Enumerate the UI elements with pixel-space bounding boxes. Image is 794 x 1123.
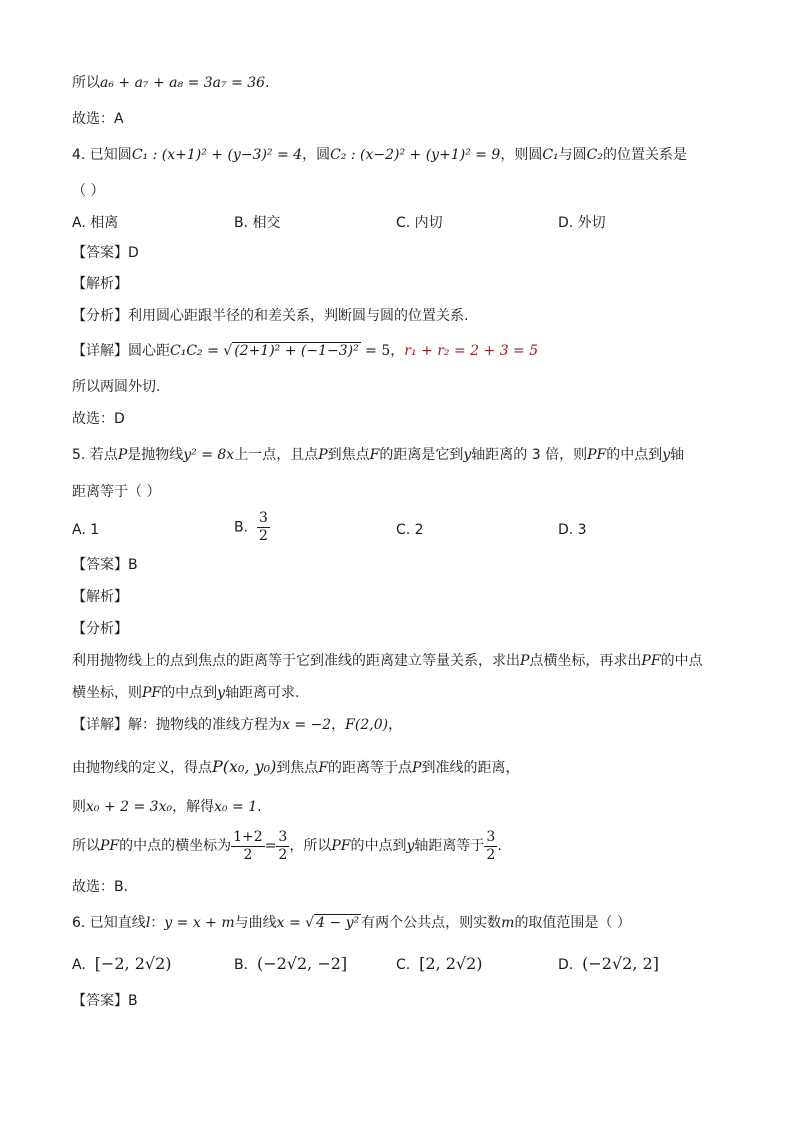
text: 的中点的横坐标为 bbox=[119, 838, 232, 854]
sqrt-radicand: 4 − y² bbox=[316, 915, 360, 931]
text: 横坐标，则 bbox=[72, 685, 142, 701]
text: 点横坐标，再求出 bbox=[529, 653, 642, 669]
math-circle-c1: C₁ : (x+1)² + (y−3)² = 4 bbox=[131, 147, 303, 163]
text: . bbox=[257, 799, 262, 815]
text: 的中点到 bbox=[606, 447, 663, 463]
q4-options bbox=[72, 212, 732, 234]
denominator: 2 bbox=[243, 846, 253, 863]
q5-xiangjie-line2 bbox=[72, 756, 519, 779]
math: P bbox=[520, 653, 530, 669]
text: 到准线的距离， bbox=[421, 760, 520, 776]
q5-choice: 故选：B. bbox=[72, 879, 129, 895]
text: 到焦点 bbox=[327, 447, 370, 463]
q4-option-d: D. 外切 bbox=[558, 215, 606, 231]
text: 的取值范围是（ ） bbox=[514, 915, 631, 931]
text: 与曲线 bbox=[234, 915, 277, 931]
text: C. bbox=[396, 957, 411, 973]
math: y = x + m bbox=[164, 915, 235, 931]
q5-fenxi-line2 bbox=[72, 682, 300, 704]
text: ： bbox=[150, 915, 165, 931]
math: PF bbox=[641, 653, 661, 669]
math: y bbox=[217, 685, 226, 701]
math: x = −2 bbox=[282, 717, 332, 733]
text: ，则圆 bbox=[500, 147, 543, 163]
text: 是抛物线 bbox=[127, 447, 184, 463]
math: (−2√2, −2] bbox=[256, 954, 348, 973]
math: y² = 8x bbox=[183, 447, 235, 463]
q4-option-b: B. 相交 bbox=[234, 215, 281, 231]
q6-answer: 【答案】B bbox=[72, 993, 138, 1009]
text: 轴距离可求. bbox=[225, 685, 300, 701]
math-sqrt: √ 4 − y² bbox=[305, 915, 360, 931]
q4-fenxi: 【分析】利用圆心距跟半径的和差关系，判断圆与圆的位置关系. bbox=[72, 308, 469, 324]
fraction bbox=[276, 829, 289, 864]
text: 所以 bbox=[72, 75, 100, 91]
math: F bbox=[318, 760, 329, 776]
math: y bbox=[406, 838, 415, 854]
text: 【详解】圆心距 bbox=[72, 343, 170, 359]
q6-option-c bbox=[396, 953, 483, 976]
math: x = bbox=[276, 915, 306, 931]
math: P bbox=[318, 447, 328, 463]
q5-option-a: A. 1 bbox=[72, 522, 100, 538]
math: PF bbox=[587, 447, 607, 463]
text: B. bbox=[234, 957, 249, 973]
math: PF bbox=[100, 838, 120, 854]
q6-option-a bbox=[72, 953, 171, 976]
denominator: 2 bbox=[258, 528, 268, 544]
text: . bbox=[497, 838, 502, 854]
sqrt-radicand: (2+1)² + (−1−3)² bbox=[234, 343, 359, 359]
q5-fenxi: 【分析】 bbox=[72, 621, 128, 637]
math: l bbox=[145, 915, 151, 931]
text: 的中点到 bbox=[161, 685, 218, 701]
math: C₁ bbox=[542, 147, 559, 163]
text: A. bbox=[72, 957, 86, 973]
math: = bbox=[264, 838, 277, 854]
numerator: 1+2 bbox=[233, 828, 263, 845]
math: PF bbox=[331, 838, 351, 854]
q4-jiexi: 【解析】 bbox=[72, 276, 128, 292]
math-expression: a₆ + a₇ + a₈ = 3a₇ = 36 bbox=[100, 75, 266, 91]
numerator: 3 bbox=[278, 828, 288, 845]
text: 5. 若点 bbox=[72, 447, 118, 463]
q5-jiexi: 【解析】 bbox=[72, 589, 128, 605]
text: . bbox=[265, 75, 270, 91]
text: 的距离是它到 bbox=[379, 447, 464, 463]
math: C₂ bbox=[586, 147, 603, 163]
text: 6. 已知直线 bbox=[72, 915, 146, 931]
math: (−2√2, 2] bbox=[582, 954, 659, 973]
math: F bbox=[369, 447, 380, 463]
text: 上一点，且点 bbox=[234, 447, 319, 463]
math-circle-c2: C₂ : (x−2)² + (y+1)² = 9 bbox=[330, 147, 501, 163]
math: P bbox=[412, 760, 422, 776]
q4-option-a: A. 相离 bbox=[72, 215, 119, 231]
text: D. bbox=[558, 957, 574, 973]
math-sqrt: √ (2+1)² + (−1−3)² bbox=[223, 343, 359, 359]
text: ， bbox=[390, 343, 405, 359]
q4-choice: 故选：D bbox=[72, 411, 125, 427]
text: 的位置关系是 bbox=[603, 147, 687, 163]
q5-options bbox=[72, 510, 732, 550]
math: [2, 2√2) bbox=[419, 954, 483, 973]
denominator: 2 bbox=[278, 846, 288, 863]
text: ， bbox=[388, 717, 403, 733]
text: 4. 已知圆 bbox=[72, 147, 132, 163]
text: 轴 bbox=[670, 447, 685, 463]
q4-stem-line bbox=[72, 144, 687, 166]
text: 的距离等于点 bbox=[328, 760, 413, 776]
q4-paren: （ ） bbox=[72, 183, 105, 199]
math: P(x₀, y₀) bbox=[212, 757, 277, 776]
text: 轴距离等于 bbox=[414, 838, 485, 854]
fraction bbox=[257, 510, 270, 545]
text: ，解得 bbox=[172, 799, 215, 815]
fraction bbox=[484, 829, 497, 864]
text: 到焦点 bbox=[276, 760, 319, 776]
math: y bbox=[662, 447, 671, 463]
text: 与圆 bbox=[558, 147, 587, 163]
q5-stem-line2: 距离等于（ ） bbox=[72, 484, 161, 500]
math: F(2,0) bbox=[345, 717, 389, 733]
math: [−2, 2√2) bbox=[94, 954, 172, 973]
math: y bbox=[463, 447, 472, 463]
math: = 5 bbox=[360, 343, 391, 359]
q5-stem-line1 bbox=[72, 444, 684, 466]
text: B. bbox=[234, 519, 249, 536]
text: ， bbox=[331, 717, 346, 733]
math: C₁C₂ = bbox=[170, 343, 224, 359]
q4-answer: 【答案】D bbox=[72, 245, 139, 261]
q5-fenxi-line1 bbox=[72, 650, 703, 672]
highlighted-radius-sum: r₁ + r₂ = 2 + 3 = 5 bbox=[404, 343, 539, 359]
q3-conclusion-line bbox=[72, 72, 270, 94]
q5-option-b bbox=[234, 510, 270, 545]
q6-option-d bbox=[558, 953, 659, 976]
text: 由抛物线的定义，得点 bbox=[72, 760, 212, 776]
numerator: 3 bbox=[486, 828, 496, 845]
text: 所以 bbox=[72, 838, 100, 854]
q4-option-c: C. 内切 bbox=[396, 215, 443, 231]
q5-xiangjie-line4 bbox=[72, 826, 502, 866]
q5-answer: 【答案】B bbox=[72, 557, 138, 573]
q4-xiangjie-line bbox=[72, 340, 538, 362]
text: 【详解】解：抛物线的准线方程为 bbox=[72, 717, 282, 733]
text: 利用抛物线上的点到焦点的距离等于它到准线的距离建立等量关系，求出 bbox=[72, 653, 520, 669]
text: 则 bbox=[72, 799, 86, 815]
text: 有两个公共点，则实数 bbox=[361, 915, 502, 931]
q4-conclusion: 所以两圆外切. bbox=[72, 379, 161, 395]
text: 的中点 bbox=[660, 653, 703, 669]
text: ，圆 bbox=[302, 147, 331, 163]
math: x₀ + 2 = 3x₀ bbox=[86, 799, 173, 815]
text: 的中点到 bbox=[350, 838, 407, 854]
math: P bbox=[117, 447, 128, 463]
text: ，所以 bbox=[289, 838, 332, 854]
q3-choice-line: 故选：A bbox=[72, 111, 124, 127]
q6-stem-line bbox=[72, 912, 631, 934]
math: m bbox=[501, 915, 515, 931]
q5-option-d: D. 3 bbox=[558, 522, 587, 538]
q5-xiangjie-line1 bbox=[72, 714, 402, 736]
math: x₀ = 1 bbox=[214, 799, 258, 815]
q6-option-b bbox=[234, 953, 347, 976]
q5-xiangjie-line3 bbox=[72, 796, 262, 818]
numerator: 3 bbox=[258, 510, 268, 526]
q5-option-c: C. 2 bbox=[396, 522, 424, 538]
fraction bbox=[231, 829, 265, 864]
math: PF bbox=[142, 685, 162, 701]
text: 轴距离的 3 倍，则 bbox=[471, 447, 588, 463]
q6-options bbox=[72, 953, 732, 979]
denominator: 2 bbox=[486, 846, 496, 863]
